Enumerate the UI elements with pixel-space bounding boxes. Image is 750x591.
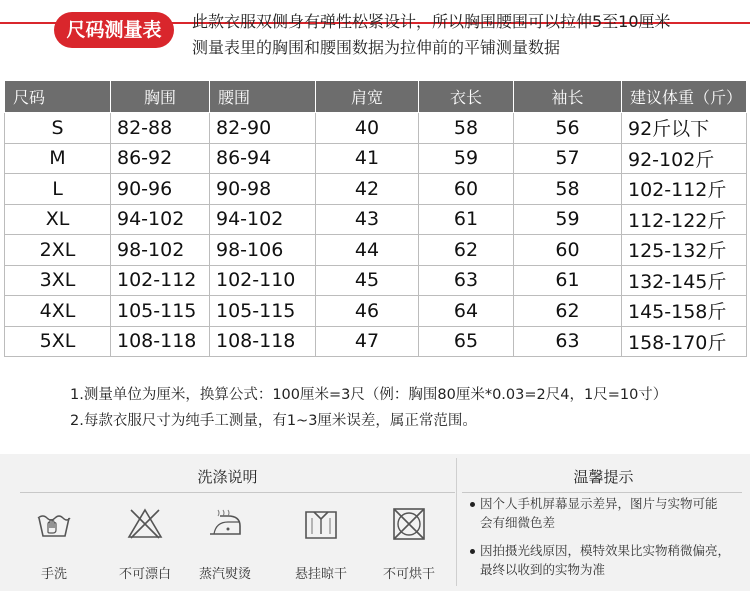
- header-size: 尺码: [5, 81, 111, 113]
- header-weight: 建议体重（斤）: [622, 81, 747, 113]
- cell-shoulder: 45: [316, 265, 419, 296]
- care-item-hang-dry: [281, 506, 361, 582]
- care-label-steam-iron: 蒸汽熨烫: [198, 567, 251, 582]
- cell-size: 2XL: [5, 235, 111, 266]
- table-row: [5, 296, 747, 327]
- cell-weight: 132-145斤: [622, 265, 747, 296]
- table-row: [5, 113, 747, 144]
- header-chest: 胸围: [111, 81, 210, 113]
- cell-waist: 90-98: [210, 174, 316, 205]
- elastic-description: 此款衣服双侧身有弹性松紧设计，所以胸围腰围可以拉伸5至10厘米: [192, 12, 671, 31]
- table-row: [5, 235, 747, 266]
- hang-dry-icon: [302, 506, 340, 542]
- tip-lighting-difference: [470, 541, 750, 579]
- care-label-hand-wash: 手洗: [40, 567, 67, 582]
- cell-weight: 92斤以下: [622, 113, 747, 144]
- cell-length: 59: [419, 143, 514, 174]
- cell-size: 4XL: [5, 296, 111, 327]
- tip-2-line-2: 最终以收到的实物为准: [480, 562, 606, 577]
- cell-sleeve: 57: [514, 143, 622, 174]
- cell-size: S: [5, 113, 111, 144]
- cell-chest: 90-96: [111, 174, 210, 205]
- cell-size: L: [5, 174, 111, 205]
- cell-shoulder: 42: [316, 174, 419, 205]
- cell-weight: 158-170斤: [622, 326, 747, 357]
- cell-chest: 82-88: [111, 113, 210, 144]
- cell-shoulder: 40: [316, 113, 419, 144]
- cell-weight: 145-158斤: [622, 296, 747, 327]
- cell-waist: 94-102: [210, 204, 316, 235]
- table-row: [5, 326, 747, 357]
- hand-wash-icon: [35, 506, 73, 542]
- header-length: 衣长: [419, 81, 514, 113]
- note-measurement-error: 2.每款衣服尺寸为纯手工测量，有1~3厘米误差，属正常范围。: [70, 413, 477, 429]
- header-shoulder: 肩宽: [316, 81, 419, 113]
- cell-shoulder: 44: [316, 235, 419, 266]
- cell-weight: 102-112斤: [622, 174, 747, 205]
- table-row: [5, 143, 747, 174]
- cell-length: 62: [419, 235, 514, 266]
- cell-sleeve: 56: [514, 113, 622, 144]
- tip-1-line-1: 因个人手机屏幕显示差异，图片与实物可能: [480, 496, 718, 511]
- tips-title: 温馨提示: [573, 468, 634, 486]
- care-item-no-bleach: [105, 506, 185, 582]
- cell-chest: 108-118: [111, 326, 210, 357]
- note-unit-conversion: 1.测量单位为厘米，换算公式：100厘米=3尺（例：胸围80厘米*0.03=2尺4，1尺=10寸）: [70, 387, 668, 403]
- cell-sleeve: 59: [514, 204, 622, 235]
- cell-shoulder: 46: [316, 296, 419, 327]
- tip-screen-difference: [470, 494, 750, 532]
- header-waist: 腰围: [210, 81, 316, 113]
- cell-chest: 102-112: [111, 265, 210, 296]
- table-row: [5, 265, 747, 296]
- cell-waist: 82-90: [210, 113, 316, 144]
- care-label-no-bleach: 不可漂白: [118, 567, 171, 582]
- cell-length: 61: [419, 204, 514, 235]
- cell-sleeve: 60: [514, 235, 622, 266]
- tips-divider: [462, 492, 742, 493]
- cell-chest: 98-102: [111, 235, 210, 266]
- cell-waist: 98-106: [210, 235, 316, 266]
- steam-iron-icon: [206, 506, 244, 542]
- no-tumble-dry-icon: [390, 506, 428, 542]
- cell-shoulder: 41: [316, 143, 419, 174]
- tip-1-line-2: 会有细微色差: [480, 515, 556, 530]
- size-chart-badge: 尺码测量表: [54, 12, 174, 48]
- cell-chest: 86-92: [111, 143, 210, 174]
- cell-size: XL: [5, 204, 111, 235]
- bullet-icon: [470, 549, 475, 554]
- bullet-icon: [470, 502, 475, 507]
- care-title: 洗涤说明: [197, 468, 258, 486]
- cell-waist: 86-94: [210, 143, 316, 174]
- size-table: [4, 80, 747, 357]
- cell-sleeve: 63: [514, 326, 622, 357]
- tip-2-line-1: 因拍摄光线原因，模特效果比实物稍微偏亮，: [480, 543, 731, 558]
- table-row: [5, 174, 747, 205]
- care-item-steam-iron: [185, 506, 265, 582]
- cell-length: 64: [419, 296, 514, 327]
- care-divider: [20, 492, 455, 493]
- cell-size: M: [5, 143, 111, 174]
- measurement-description: 测量表里的胸围和腰围数据为拉伸前的平铺测量数据: [192, 38, 561, 57]
- care-label-hang-dry: 悬挂晾干: [294, 567, 347, 582]
- cell-size: 3XL: [5, 265, 111, 296]
- cell-length: 65: [419, 326, 514, 357]
- cell-sleeve: 58: [514, 174, 622, 205]
- no-bleach-icon: [126, 506, 164, 542]
- cell-sleeve: 61: [514, 265, 622, 296]
- care-item-hand-wash: [14, 506, 94, 582]
- cell-sleeve: 62: [514, 296, 622, 327]
- cell-chest: 94-102: [111, 204, 210, 235]
- cell-length: 60: [419, 174, 514, 205]
- info-panel: [0, 454, 750, 591]
- cell-length: 58: [419, 113, 514, 144]
- cell-weight: 125-132斤: [622, 235, 747, 266]
- cell-shoulder: 43: [316, 204, 419, 235]
- cell-waist: 102-110: [210, 265, 316, 296]
- cell-size: 5XL: [5, 326, 111, 357]
- cell-chest: 105-115: [111, 296, 210, 327]
- cell-weight: 92-102斤: [622, 143, 747, 174]
- table-header-row: [5, 81, 747, 113]
- cell-length: 63: [419, 265, 514, 296]
- care-item-no-tumble-dry: [369, 506, 449, 582]
- table-row: [5, 204, 747, 235]
- header-sleeve: 袖长: [514, 81, 622, 113]
- cell-weight: 112-122斤: [622, 204, 747, 235]
- care-label-no-tumble-dry: 不可烘干: [382, 567, 435, 582]
- header: [0, 0, 750, 66]
- cell-shoulder: 47: [316, 326, 419, 357]
- cell-waist: 108-118: [210, 326, 316, 357]
- cell-waist: 105-115: [210, 296, 316, 327]
